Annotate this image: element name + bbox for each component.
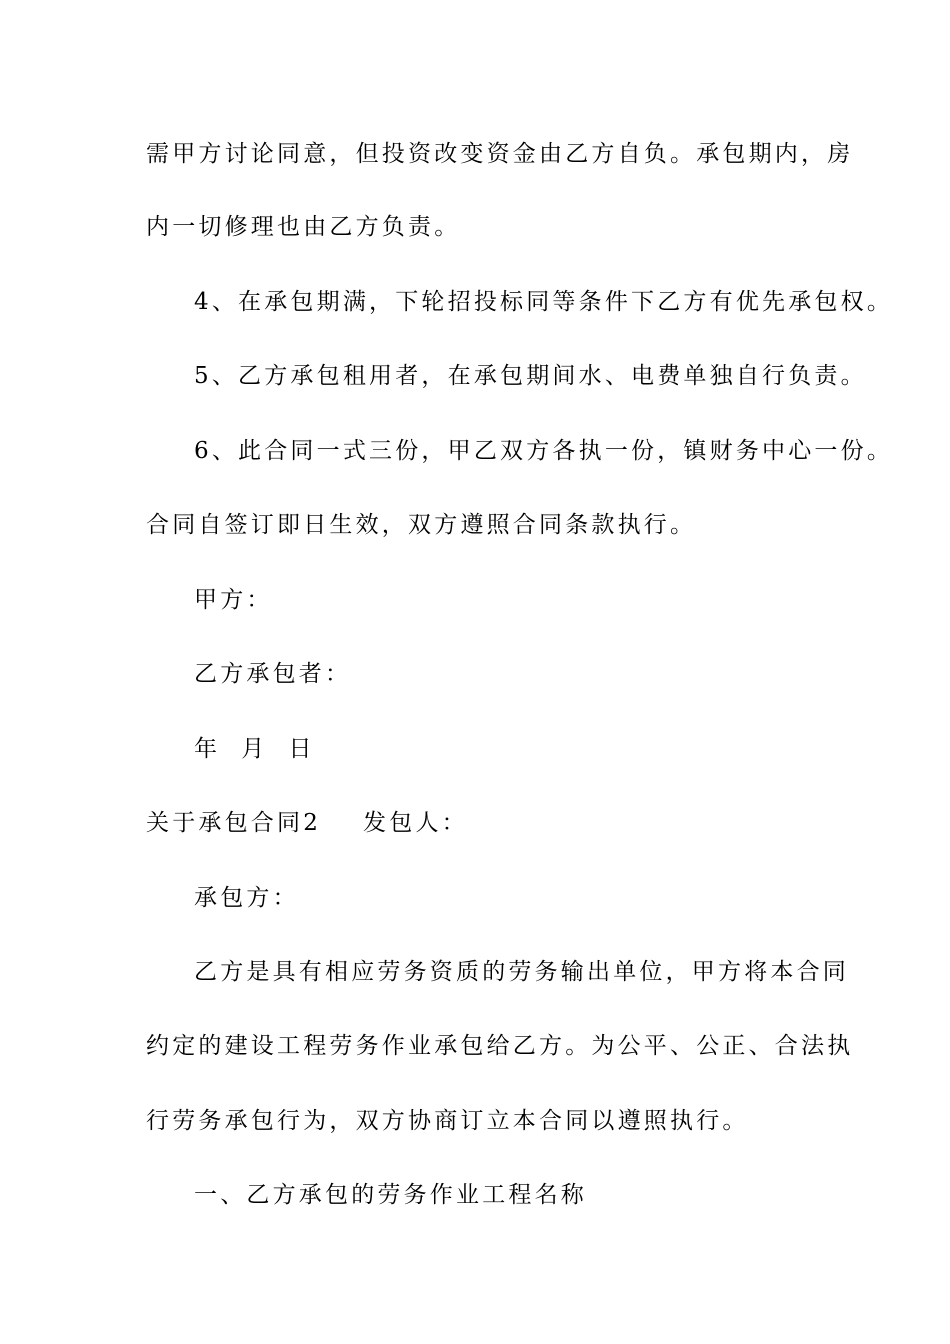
- contract-title: 关于承包合同2: [146, 810, 322, 836]
- paragraph-line: 需甲方讨论同意，但投资改变资金由乙方自负。承包期内，房: [146, 141, 854, 167]
- clause-4: 4、在承包期满，下轮招投标同等条件下乙方有优先承包权。: [194, 289, 894, 315]
- party-a-label: 甲方：: [194, 587, 273, 613]
- paragraph-line: 行劳务承包行为，双方协商订立本合同以遵照执行。: [146, 1108, 749, 1134]
- paragraph-line: 内一切修理也由乙方负责。: [146, 214, 461, 240]
- paragraph-line: 约定的建设工程劳务作业承包给乙方。为公平、公正、合法执: [146, 1033, 854, 1059]
- date-line: 年 月 日: [194, 736, 315, 762]
- issuer-label: 发包人：: [363, 810, 468, 836]
- contractor-label: 承包方：: [194, 885, 299, 911]
- paragraph-line: 乙方是具有相应劳务资质的劳务输出单位，甲方将本合同: [194, 959, 849, 985]
- clause-6: 6、此合同一式三份，甲乙双方各执一份，镇财务中心一份。: [194, 438, 894, 464]
- party-b-label: 乙方承包者：: [194, 661, 352, 687]
- paragraph-line: 合同自签订即日生效，双方遵照合同条款执行。: [146, 512, 697, 538]
- section-heading: [146, 808, 468, 838]
- clause-5: 5、乙方承包租用者，在承包期间水、电费单独自行负责。: [194, 363, 867, 389]
- article-heading: 一、乙方承包的劳务作业工程名称: [194, 1182, 587, 1208]
